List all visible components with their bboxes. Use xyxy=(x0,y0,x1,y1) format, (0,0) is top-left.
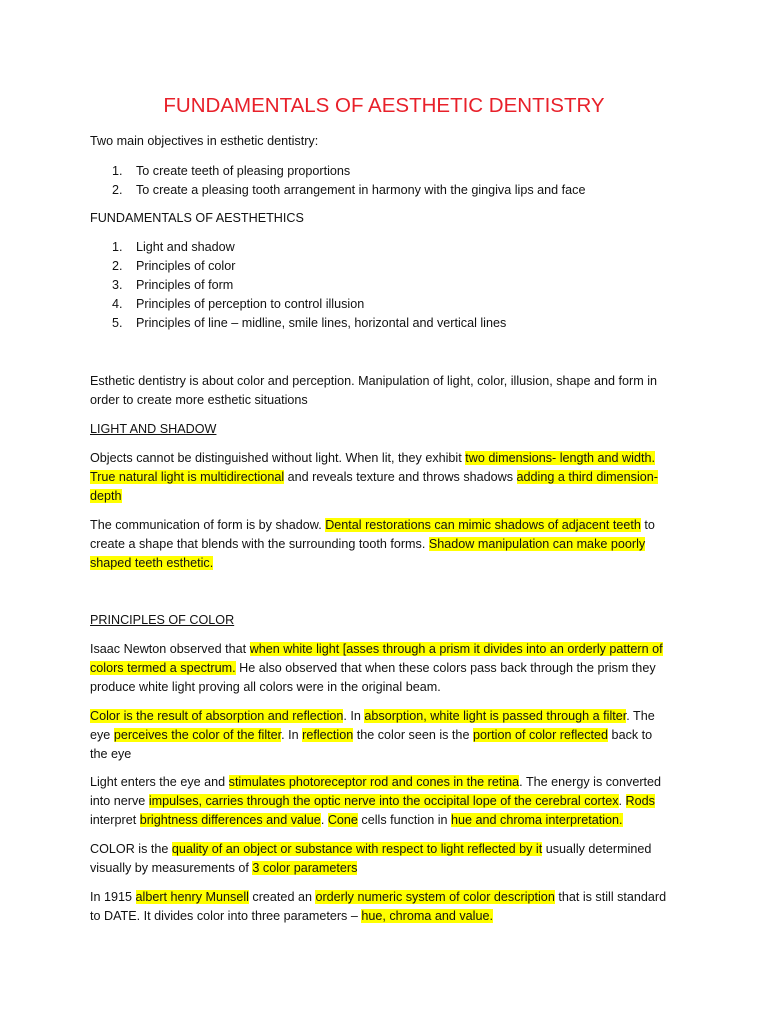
highlighted-text: two dimensions- length and width. xyxy=(465,451,655,465)
highlighted-text: Rods xyxy=(625,794,655,808)
text-run: Objects cannot be distinguished without light. When lit, they exhibit xyxy=(90,451,466,465)
paragraph-line xyxy=(90,907,690,926)
text-run: usually determined xyxy=(542,842,652,856)
color-paragraph-4 xyxy=(90,840,690,878)
paragraph-line xyxy=(90,468,690,487)
highlighted-text: hue and chroma interpretation. xyxy=(451,813,623,827)
list-item xyxy=(90,162,690,181)
list-number: 1. xyxy=(112,164,123,178)
text-run: . In xyxy=(343,709,365,723)
highlighted-text: 3 color parameters xyxy=(252,861,358,875)
paragraph-line xyxy=(90,773,690,792)
light-shadow-heading: LIGHT AND SHADOW xyxy=(90,422,217,436)
list-number: 5. xyxy=(112,316,123,330)
highlighted-text: portion of color reflected xyxy=(472,728,609,742)
list-item xyxy=(90,314,690,333)
text-run: the color seen is the xyxy=(353,728,473,742)
color-paragraph-5 xyxy=(90,888,690,926)
list-number: 2. xyxy=(112,183,123,197)
highlighted-text: stimulates photoreceptor rod and cones in the retina xyxy=(228,775,520,789)
paragraph-line xyxy=(90,726,690,745)
highlighted-text: shaped teeth esthetic. xyxy=(90,556,214,570)
highlighted-text: adding a third dimension- xyxy=(516,470,658,484)
list-item-text: To create a pleasing tooth arrangement in harmony with the gingiva lips and face xyxy=(136,183,586,197)
list-number: 2. xyxy=(112,259,123,273)
paragraph-line xyxy=(90,792,690,811)
list-item-text: Principles of line – midline, smile lines, horizontal and vertical lines xyxy=(136,316,507,330)
text-run: interpret xyxy=(90,813,140,827)
light-paragraph-2 xyxy=(90,516,690,573)
highlighted-text: impulses, carries through the optic nerve into the occipital lope of the cerebral cortex xyxy=(148,794,619,808)
paragraph-line: order to create more esthetic situations xyxy=(90,393,308,407)
text-run: and reveals texture and throws shadows xyxy=(284,470,517,484)
highlighted-text: Dental restorations can mimic shadows of adjacent teeth xyxy=(325,518,641,532)
paragraph-line: Esthetic dentistry is about color and perception. Manipulation of light, color, illusion, shape and form in xyxy=(90,374,658,388)
list-number: 3. xyxy=(112,278,123,292)
list-item xyxy=(90,276,690,295)
text-run: He also observed that when these colors pass back through the prism they xyxy=(235,661,656,675)
text-run: produce white light proving all colors were in the original beam. xyxy=(90,680,441,694)
highlighted-text: Shadow manipulation can make poorly xyxy=(428,537,646,551)
paragraph-line xyxy=(90,449,690,468)
text-run: . The xyxy=(626,709,655,723)
principles-color-heading: PRINCIPLES OF COLOR xyxy=(90,613,235,627)
text-run: In 1915 xyxy=(90,890,136,904)
paragraph-line xyxy=(90,554,690,573)
list-item-text: To create teeth of pleasing proportions xyxy=(136,164,351,178)
highlighted-text: depth xyxy=(90,489,122,503)
color-paragraph-2 xyxy=(90,707,690,764)
list-item-text: Principles of form xyxy=(136,278,234,292)
page-title: FUNDAMENTALS OF AESTHETIC DENTISTRY xyxy=(163,94,605,117)
text-run: create a shape that blends with the surrounding tooth forms. xyxy=(90,537,429,551)
paragraph-line xyxy=(90,707,690,726)
list-item xyxy=(90,257,690,276)
text-run: Isaac Newton observed that xyxy=(90,642,250,656)
text-run: to xyxy=(640,518,655,532)
highlighted-text: Color is the result of absorption and reflection xyxy=(90,709,344,723)
text-run: COLOR is the xyxy=(90,842,172,856)
intro-text: Two main objectives in esthetic dentistry: xyxy=(90,134,319,148)
paragraph-line xyxy=(90,678,690,697)
text-run: . xyxy=(618,794,626,808)
highlighted-text: hue, chroma and value. xyxy=(361,909,493,923)
text-run: the eye xyxy=(90,747,132,761)
text-run: visually by measurements of xyxy=(90,861,253,875)
text-run: Light enters the eye and xyxy=(90,775,229,789)
paragraph-line xyxy=(90,888,690,907)
paragraph-line xyxy=(90,859,690,878)
list-number: 1. xyxy=(112,240,123,254)
paragraph-line xyxy=(90,640,690,659)
highlighted-text: orderly numeric system of color description xyxy=(315,890,555,904)
color-paragraph-3 xyxy=(90,773,690,830)
paragraph-line xyxy=(90,516,690,535)
highlighted-text: reflection xyxy=(302,728,354,742)
text-run: . The energy is converted xyxy=(519,775,662,789)
list-item-text: Principles of color xyxy=(136,259,236,273)
highlighted-text: quality of an object or substance with respect to light reflected by it xyxy=(171,842,543,856)
fundamentals-list xyxy=(90,238,690,333)
list-item-text: Principles of perception to control illusion xyxy=(136,297,365,311)
highlighted-text: brightness differences and value xyxy=(139,813,321,827)
highlighted-text: True natural light is multidirectional xyxy=(90,470,285,484)
text-run: into nerve xyxy=(90,794,149,808)
objectives-list xyxy=(90,162,690,200)
color-paragraph-1 xyxy=(90,640,690,697)
text-run: created an xyxy=(248,890,316,904)
list-item xyxy=(90,295,690,314)
list-item-text: Light and shadow xyxy=(136,240,235,254)
text-run: . In xyxy=(281,728,303,742)
light-paragraph-1 xyxy=(90,449,690,506)
text-run: . xyxy=(320,813,328,827)
highlighted-text: when white light [asses through a prism it divides into an orderly pattern of xyxy=(249,642,663,656)
list-number: 4. xyxy=(112,297,123,311)
paragraph-line xyxy=(90,811,690,830)
list-item xyxy=(90,181,690,200)
highlighted-text: colors termed a spectrum. xyxy=(90,661,236,675)
esthetic-paragraph xyxy=(90,372,690,410)
paragraph-line xyxy=(90,745,690,764)
paragraph-line xyxy=(90,535,690,554)
text-run: back to xyxy=(608,728,653,742)
highlighted-text: albert henry Munsell xyxy=(135,890,249,904)
text-run: The communication of form is by shadow. xyxy=(90,518,326,532)
list-item xyxy=(90,238,690,257)
highlighted-text: absorption, white light is passed through a filter xyxy=(364,709,627,723)
text-run: that is still standard xyxy=(554,890,667,904)
highlighted-text: Cone xyxy=(327,813,358,827)
paragraph-line xyxy=(90,487,690,506)
paragraph-line xyxy=(90,659,690,678)
text-run: cells function in xyxy=(357,813,452,827)
text-run: to DATE. It divides color into three parameters – xyxy=(90,909,362,923)
paragraph-line xyxy=(90,840,690,859)
text-run: eye xyxy=(90,728,114,742)
fundamentals-heading: FUNDAMENTALS OF AESTHETHICS xyxy=(90,211,304,225)
highlighted-text: perceives the color of the filter xyxy=(113,728,282,742)
